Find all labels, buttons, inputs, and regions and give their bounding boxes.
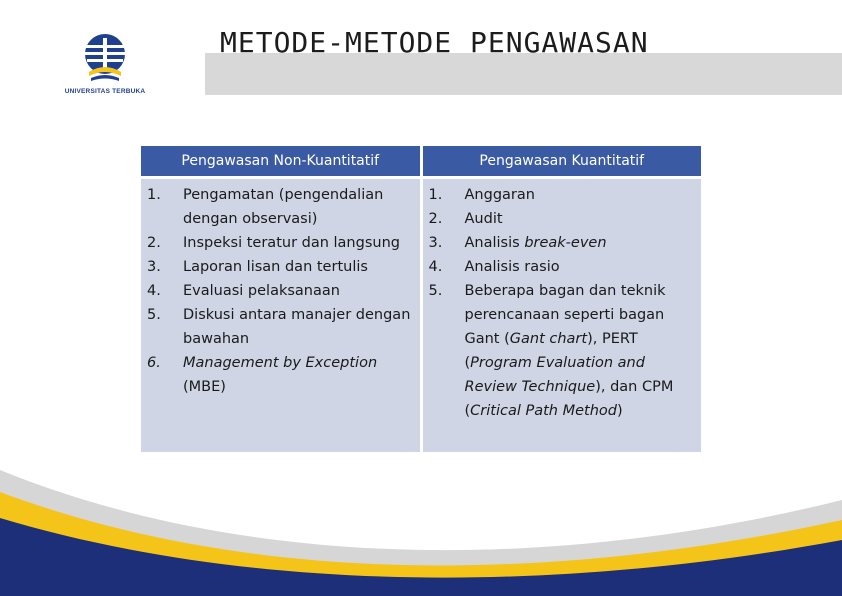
column-header-quantitative: Pengawasan Kuantitatif bbox=[421, 146, 701, 178]
logo-emblem-icon bbox=[81, 32, 129, 86]
list-item: 2. Inspeksi teratur dan langsung bbox=[147, 235, 400, 251]
non-quantitative-cell bbox=[141, 178, 421, 453]
bottom-wave-decoration bbox=[0, 440, 842, 596]
title-band bbox=[205, 53, 842, 95]
quantitative-list bbox=[429, 183, 696, 423]
list-item: 5. Diskusi antara manajer dengan bawahan bbox=[147, 307, 411, 347]
list-item: 4. Analisis rasio bbox=[428, 259, 560, 275]
quantitative-cell bbox=[421, 178, 701, 453]
list-item: 3. Laporan lisan dan tertulis bbox=[147, 259, 368, 275]
non-quantitative-list bbox=[147, 183, 414, 399]
page-title: METODE-METODE PENGAWASAN bbox=[220, 26, 649, 59]
column-header-non-quantitative: Pengawasan Non-Kuantitatif bbox=[141, 146, 421, 178]
list-item: 2. Audit bbox=[428, 211, 503, 227]
methods-table bbox=[141, 146, 701, 452]
list-item: 1. Pengamatan (pengendalian dengan observasi) bbox=[147, 187, 384, 227]
list-item: 4. Evaluasi pelaksanaan bbox=[147, 283, 340, 299]
logo-text: UNIVERSITAS TERBUKA bbox=[64, 88, 146, 95]
list-item: 3. Analisis break-even bbox=[428, 235, 607, 251]
list-item: 6. Management by Exception (MBE) bbox=[147, 355, 378, 395]
list-item: 5. Beberapa bagan dan teknik perencanaan seperti bagan Gant (Gant chart), PERT (Program Evaluation and Review Technique), dan CPM (Critical Path Method) bbox=[428, 283, 674, 419]
list-item: 1. Anggaran bbox=[428, 187, 535, 203]
university-logo bbox=[55, 32, 155, 102]
